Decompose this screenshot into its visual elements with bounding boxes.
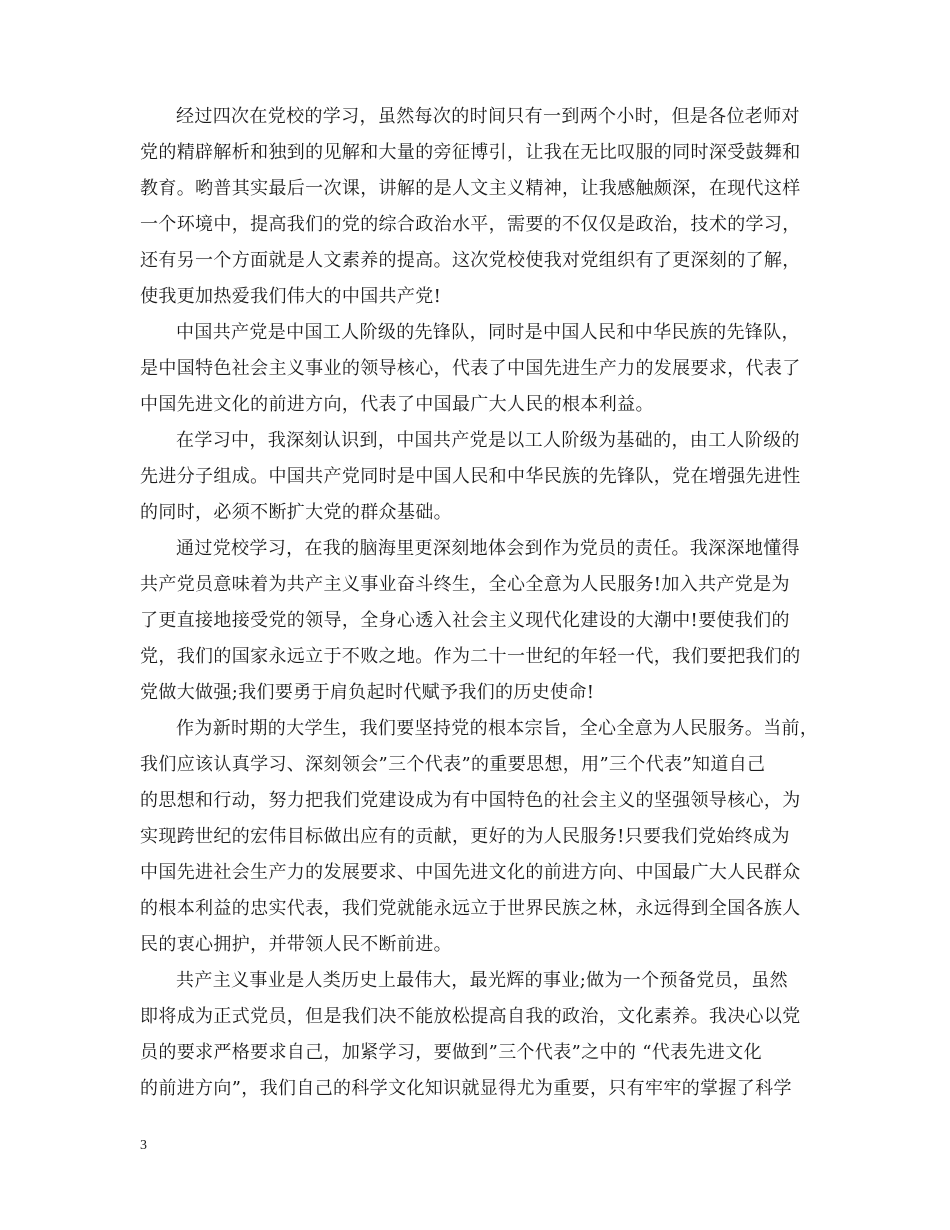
text-line: 我们应该认真学习、深刻领会”三个代表”的重要思想，用”三个代表”知道自己 xyxy=(140,754,766,775)
text-line: 在学习中，我深刻认识到，中国共产党是以工人阶级为基础的，由工人阶级的 xyxy=(176,430,800,451)
text-line: 了更直接地接受党的领导，全身心透入社会主义现代化建设的大潮中!要使我们的 xyxy=(140,610,790,631)
text-line: 党的精辟解析和独到的见解和大量的旁征博引，让我在无比叹服的同时深受鼓舞和 xyxy=(140,142,801,163)
page-number: 3 xyxy=(140,1138,147,1153)
text-line: 员的要求严格要求自己，加紧学习，要做到”三个代表”之中的 “代表先进文化 xyxy=(140,1042,762,1063)
text-line: 一个环境中，提高我们的党的综合政治水平，需要的不仅仅是政治，技术的学习， xyxy=(140,214,801,235)
text-line: 还有另一个方面就是人文素养的提高。这次党校使我对党组织有了更深刻的了解， xyxy=(140,250,801,271)
text-line: 民的衷心拥护，并带领人民不断前进。 xyxy=(140,934,452,955)
text-line: 共产党员意味着为共产主义事业奋斗终生，全心全意为人民服务!加入共产党是为 xyxy=(140,574,790,595)
text-line: 作为新时期的大学生，我们要坚持党的根本宗旨，全心全意为人民服务。当前， xyxy=(176,718,819,739)
text-line: 教育。哟普其实最后一次课，讲解的是人文主义精神，让我感触颇深，在现代这样 xyxy=(140,178,801,199)
text-line: 先进分子组成。中国共产党同时是中国人民和中华民族的先锋队，党在增强先进性 xyxy=(140,466,801,487)
text-line: 通过党校学习，在我的脑海里更深刻地体会到作为党员的责任。我深深地懂得 xyxy=(176,538,800,559)
text-line: 的同时，必须不断扩大党的群众基础。 xyxy=(140,502,452,523)
text-line: 中国共产党是中国工人阶级的先锋队，同时是中国人民和中华民族的先锋队， xyxy=(176,322,800,343)
text-line: 党做大做强;我们要勇于肩负起时代赋予我们的历史使命! xyxy=(140,682,595,703)
text-line: 党，我们的国家永远立于不败之地。作为二十一世纪的年轻一代，我们要把我们的 xyxy=(140,646,801,667)
text-line: 即将成为正式党员，但是我们决不能放松提高自我的政治，文化素养。我决心以党 xyxy=(140,1006,801,1027)
text-line: 经过四次在党校的学习，虽然每次的时间只有一到两个小时，但是各位老师对 xyxy=(176,106,800,127)
text-line: 中国先进社会生产力的发展要求、中国先进文化的前进方向、中国最广大人民群众 xyxy=(140,862,801,883)
text-line: 共产主义事业是人类历史上最伟大，最光辉的事业;做为一个预备党员，虽然 xyxy=(176,970,788,991)
text-line: 的前进方向”，我们自己的科学文化知识就显得尤为重要，只有牢牢的掌握了科学 xyxy=(140,1078,792,1099)
text-line: 中国先进文化的前进方向，代表了中国最广大人民的根本利益。 xyxy=(140,394,654,415)
text-line: 实现跨世纪的宏伟目标做出应有的贡献，更好的为人民服务!只要我们党始终成为 xyxy=(140,826,790,847)
text-line: 使我更加热爱我们伟大的中国共产党! xyxy=(140,286,442,307)
text-line: 的根本利益的忠实代表，我们党就能永远立于世界民族之林，永远得到全国各族人 xyxy=(140,898,801,919)
text-line: 的思想和行动，努力把我们党建设成为有中国特色的社会主义的坚强领导核心，为 xyxy=(140,790,801,811)
text-line: 是中国特色社会主义事业的领导核心，代表了中国先进生产力的发展要求，代表了 xyxy=(140,358,801,379)
